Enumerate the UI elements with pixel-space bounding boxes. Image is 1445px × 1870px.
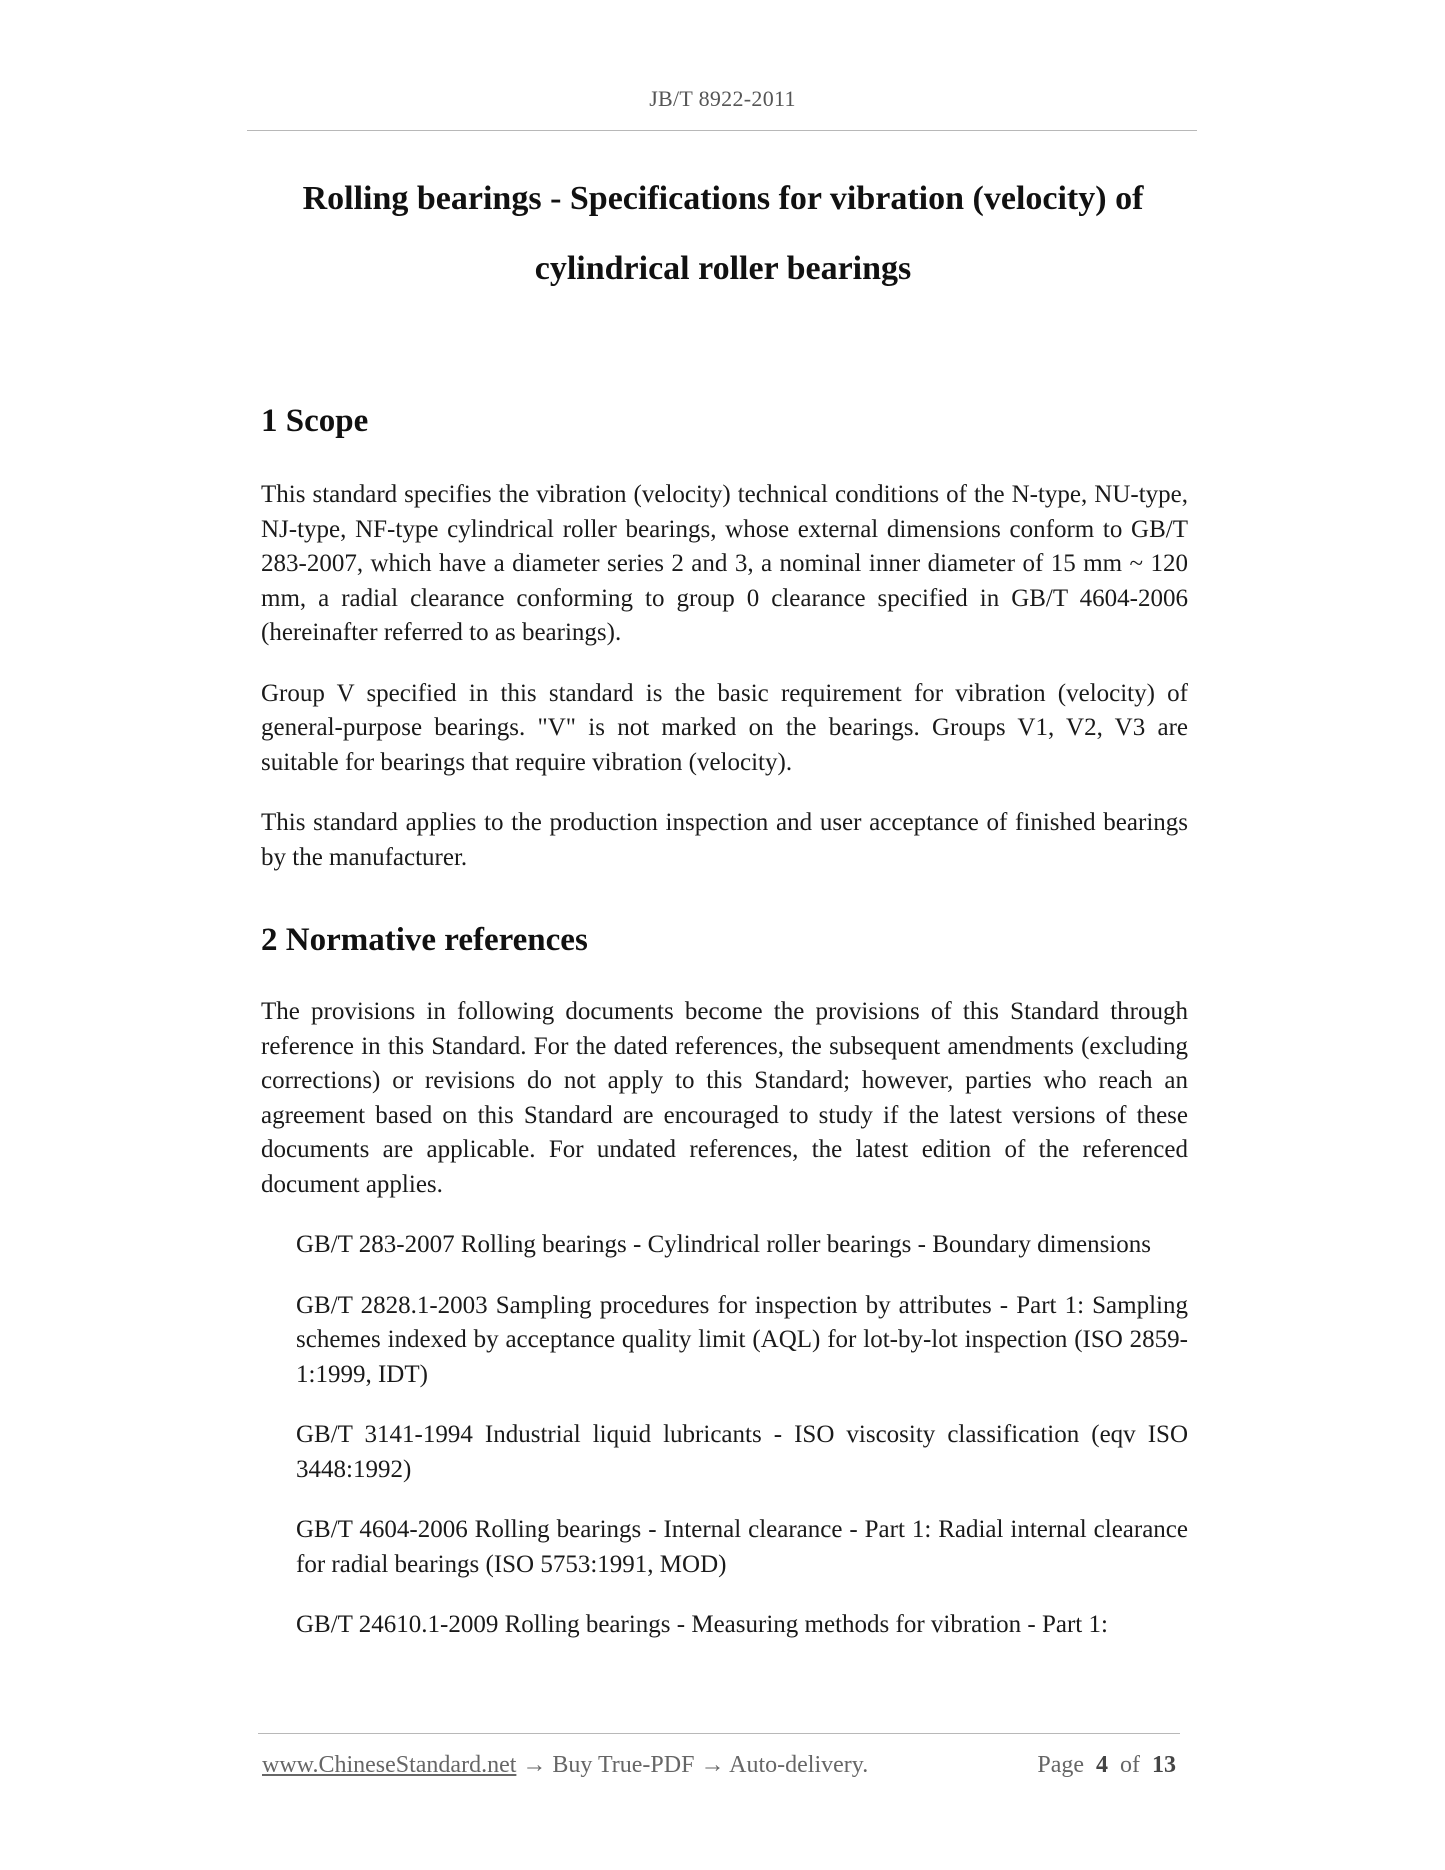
- reference-item: GB/T 3141-1994 Industrial liquid lubricants - ISO viscosity classification (eqv ISO 3448:1992): [296, 1421, 1188, 1483]
- header-divider: [247, 130, 1197, 131]
- footer-divider: [258, 1733, 1180, 1734]
- auto-delivery-text: Auto-delivery.: [729, 1752, 869, 1778]
- normative-intro-paragraph: The provisions in following documents become the provisions of this Standard through reference in this Standard. For the dated references, the subsequent amendments (excluding corrections) or revisions do not apply to this Standard; however, parties who reach an agreement based on this Standard are encouraged to study if the latest versions of these documents are applicable. For undated references, the latest edition of the referenced document applies.: [261, 998, 1188, 1198]
- site-link[interactable]: www.ChineseStandard.net: [262, 1752, 517, 1778]
- document-body: [261, 398, 1188, 1643]
- reference-item: GB/T 2828.1-2003 Sampling procedures for inspection by attributes - Part 1: Sampling schemes indexed by acceptance quality limit (AQL) for lot-by-lot inspection (ISO 2859-1:1999, IDT): [296, 1291, 1188, 1388]
- page-header-standard-code: JB/T 8922-2011: [649, 86, 796, 111]
- scope-paragraph-2: Group V specified in this standard is the basic requirement for vibration (velocity) of general-purpose bearings. "V" is not marked on the bearings. Groups V1, V2, V3 are suitable for bearings that require vibration (velocity).: [261, 679, 1188, 776]
- section-heading-normative-references: 2 Normative references: [261, 922, 588, 958]
- scope-paragraph-1: This standard specifies the vibration (velocity) technical conditions of the N-type, NU-type, NJ-type, NF-type cylindrical roller bearings, whose external dimensions conform to GB/T 283-2007, which have a diameter series 2 and 3, a nominal inner diameter of 15 mm ~ 120 mm, a radial clearance conforming to group 0 clearance specified in GB/T 4604-2006 (hereinafter referred to as bearings).: [261, 481, 1188, 646]
- current-page-number: 4: [1096, 1752, 1108, 1778]
- reference-item: GB/T 283-2007 Rolling bearings - Cylindrical roller bearings - Boundary dimensions: [296, 1231, 1151, 1258]
- reference-item: GB/T 4604-2006 Rolling bearings - Internal clearance - Part 1: Radial internal clearance for radial bearings (ISO 5753:1991, MOD): [296, 1516, 1188, 1578]
- page-label: Page: [1037, 1752, 1084, 1778]
- footer-promo: [262, 1752, 868, 1779]
- arrow-right-icon: →: [522, 1752, 547, 1778]
- page-indicator: [1037, 1752, 1176, 1779]
- section-heading-scope: 1 Scope: [261, 403, 369, 439]
- arrow-right-icon: →: [700, 1752, 725, 1778]
- scope-paragraph-3: This standard applies to the production inspection and user acceptance of finished bearings by the manufacturer.: [261, 809, 1188, 871]
- buy-true-pdf-text: Buy True-PDF: [552, 1752, 695, 1778]
- document-title-line-2: cylindrical roller bearings: [534, 250, 912, 287]
- document-title: [240, 164, 1206, 304]
- total-pages-number: 13: [1152, 1752, 1176, 1778]
- of-label: of: [1120, 1752, 1140, 1778]
- reference-item: GB/T 24610.1-2009 Rolling bearings - Measuring methods for vibration - Part 1:: [296, 1611, 1108, 1638]
- document-title-line-1: Rolling bearings - Specifications for vibration (velocity) of: [302, 180, 1144, 217]
